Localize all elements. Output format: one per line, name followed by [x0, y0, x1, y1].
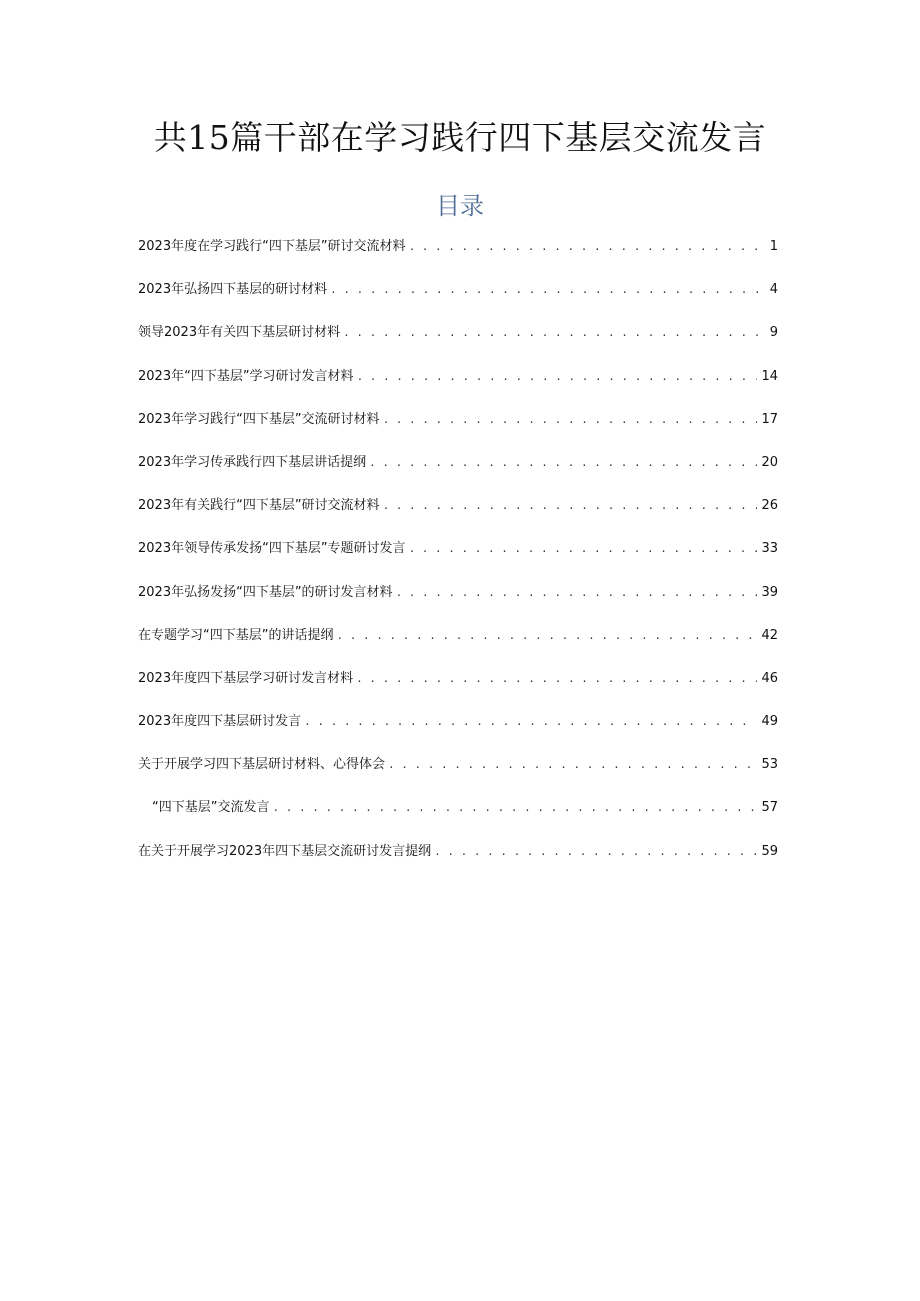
toc-entry-page: 53: [761, 757, 778, 773]
toc-entry-title: 2023年学习践行“四下基层”交流研讨材料: [138, 411, 380, 427]
toc-dot-leader: [356, 666, 757, 692]
toc-dot-leader: [409, 536, 758, 562]
toc-entry[interactable]: [138, 666, 778, 709]
toc-entry[interactable]: [138, 709, 778, 752]
toc-dot-leader: [396, 580, 758, 606]
toc-dot-leader: [304, 709, 757, 735]
toc-entry-page: 49: [761, 714, 778, 730]
toc-entry-page: 33: [761, 541, 778, 557]
toc-entry-title: 领导2023年有关四下基层研讨材料: [138, 325, 341, 341]
document-title: 共15篇干部在学习践行四下基层交流发言: [153, 118, 767, 157]
toc-entry[interactable]: [138, 795, 778, 838]
toc-entry-title: 2023年学习传承践行四下基层讲话提纲: [138, 454, 367, 470]
toc-entry-page: 4: [769, 282, 778, 298]
toc-dot-leader: [330, 277, 766, 303]
toc-entry[interactable]: [138, 407, 778, 450]
toc-entry[interactable]: [138, 580, 778, 623]
toc-entry-page: 1: [769, 239, 778, 254]
toc-entry[interactable]: [138, 320, 778, 363]
toc-entry-title: 2023年领导传承发扬“四下基层”专题研讨发言: [138, 541, 406, 557]
toc-entry-page: 14: [761, 368, 778, 384]
toc-entry-title: 2023年度四下基层学习研讨发言材料: [138, 670, 354, 686]
toc-dot-leader: [383, 407, 758, 433]
toc-entry-title: 2023年度四下基层研讨发言: [138, 714, 302, 730]
toc-entry-title: 关于开展学习四下基层研讨材料、心得体会: [138, 757, 386, 773]
toc-entry-title: 在专题学习“四下基层”的讲话提纲: [138, 627, 334, 643]
toc-entry[interactable]: [138, 364, 778, 407]
toc-entry-page: 57: [761, 800, 778, 816]
toc-entry-title: 在关于开展学习2023年四下基层交流研讨发言提纲: [138, 843, 432, 859]
toc-entry[interactable]: [138, 234, 778, 277]
toc-dot-leader: [388, 752, 757, 778]
toc-dot-leader: [383, 493, 758, 519]
toc-dot-leader: [357, 364, 758, 390]
toc-dot-leader: [272, 795, 757, 821]
toc-entry-page: 42: [761, 627, 778, 643]
toc-entry-title: 2023年弘扬四下基层的研讨材料: [138, 282, 328, 298]
toc-entry[interactable]: [138, 277, 778, 320]
toc-entry-page: 59: [761, 843, 778, 859]
toc-entry[interactable]: [138, 493, 778, 536]
table-of-contents: [138, 234, 778, 882]
toc-entry-page: 9: [769, 325, 778, 341]
toc-entry-title: 2023年弘扬发扬“四下基层”的研讨发言材料: [138, 584, 393, 600]
toc-entry[interactable]: [138, 752, 778, 795]
toc-entry-page: 26: [761, 498, 778, 514]
toc-entry-page: 46: [761, 670, 778, 686]
toc-dot-leader: [369, 450, 757, 476]
toc-dot-leader: [336, 623, 757, 649]
toc-heading: 目录: [436, 192, 484, 220]
toc-entry-title: “四下基层”交流发言: [152, 800, 270, 816]
toc-entry[interactable]: [138, 536, 778, 579]
toc-dot-leader: [434, 839, 757, 865]
toc-entry-page: 17: [761, 411, 778, 427]
toc-dot-leader: [343, 320, 766, 346]
toc-dot-leader: [409, 234, 766, 260]
toc-entry-title: 2023年有关践行“四下基层”研讨交流材料: [138, 498, 380, 514]
toc-entry[interactable]: [138, 839, 778, 882]
toc-entry-page: 20: [761, 454, 778, 470]
toc-entry-title: 2023年“四下基层”学习研讨发言材料: [138, 368, 354, 384]
toc-entry[interactable]: [138, 623, 778, 666]
toc-entry-title: 2023年度在学习践行“四下基层”研讨交流材料: [138, 239, 406, 254]
toc-entry-page: 39: [761, 584, 778, 600]
toc-entry[interactable]: [138, 450, 778, 493]
